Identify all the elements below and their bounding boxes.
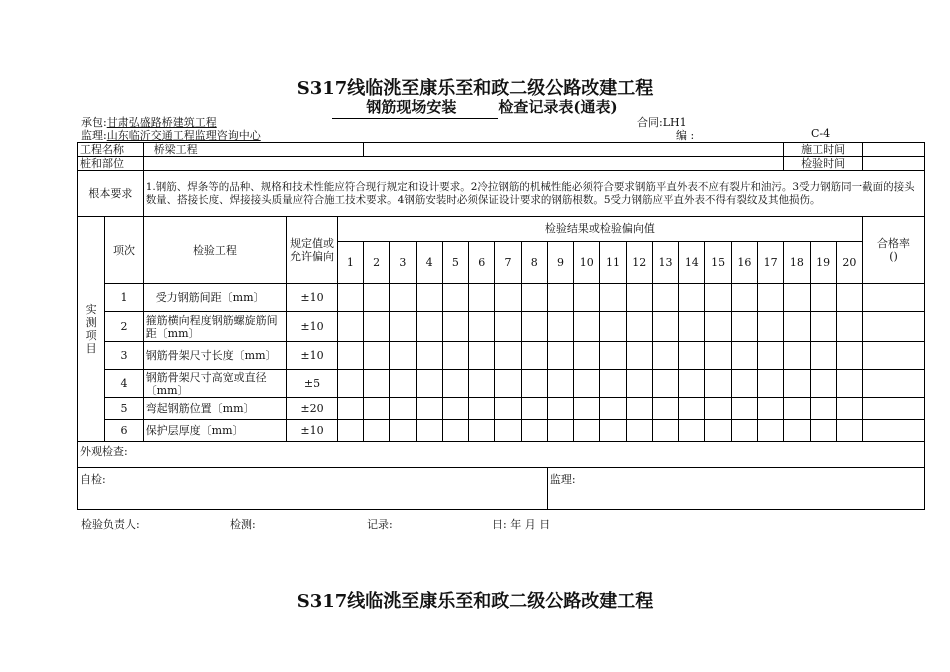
result-col-number: 12 (627, 242, 653, 283)
row-tolerance: ±10 (287, 284, 338, 312)
table-row (78, 370, 925, 398)
row-tolerance: ±10 (287, 420, 338, 442)
col-item-header: 检验工程 (143, 217, 287, 284)
row-item: 箍筋横向程度钢筋螺旋筋间距〔mm〕 (143, 312, 287, 342)
table-row (78, 342, 925, 370)
result-col-number: 10 (574, 242, 600, 283)
code-label: 编 : (676, 129, 695, 142)
document-title-repeat: S317线临洮至康乐至和政二级公路改建工程 (296, 591, 654, 612)
footer-recorder: 记录: (367, 518, 393, 531)
basic-req-label: 根本要求 (78, 171, 144, 217)
table-row (78, 312, 925, 342)
table-row (78, 284, 925, 312)
row-no: 6 (105, 420, 143, 442)
row-item: 钢筋骨架尺寸长度〔mm〕 (143, 342, 287, 370)
supervisor-value: 山东临沂交通工程监理咨询中心 (106, 129, 261, 142)
footer-date: 日: 年 月 日 (492, 518, 551, 531)
inspection-time-label: 检验时间 (784, 157, 863, 171)
side-label: 实 测 项 目 (78, 217, 105, 442)
row-tolerance: ±10 (287, 312, 338, 342)
col-item-no-header: 项次 (105, 217, 143, 284)
row-no: 5 (105, 398, 143, 420)
project-name-value: 桥梁工程 (143, 143, 363, 157)
row-no: 4 (105, 370, 143, 398)
row-pass-rate (863, 284, 925, 312)
pile-label: 桩和部位 (78, 157, 144, 171)
pass-rate-header: 合格率 () (863, 217, 925, 284)
result-col-number: 3 (390, 242, 416, 283)
footer-inspector: 检测: (230, 518, 256, 531)
row-tolerance: ±10 (287, 342, 338, 370)
result-col-number: 17 (758, 242, 784, 283)
result-col-number: 2 (364, 242, 390, 283)
result-col-number: 19 (811, 242, 837, 283)
construction-time-value (863, 143, 925, 157)
row-no: 1 (105, 284, 143, 312)
row-pass-rate (863, 420, 925, 442)
pile-value (143, 157, 784, 171)
construction-time-label: 施工时间 (784, 143, 863, 157)
row-pass-rate (863, 342, 925, 370)
result-col-number: 18 (784, 242, 810, 283)
appearance-check: 外观检查: (78, 442, 925, 468)
table-row (78, 398, 925, 420)
result-col-number: 5 (443, 242, 469, 283)
row-pass-rate (863, 370, 925, 398)
result-col-number: 8 (522, 242, 548, 283)
result-col-number: 11 (600, 242, 626, 283)
inspection-time-value (863, 157, 925, 171)
row-tolerance: ±20 (287, 398, 338, 420)
row-no: 2 (105, 312, 143, 342)
footer-responsible: 检验负责人: (81, 518, 140, 531)
result-col-number: 16 (732, 242, 758, 283)
self-check: 自检: (78, 468, 548, 510)
subtitle-rest: 检查记录表(通表) (498, 98, 618, 116)
contractor-value: 甘肃弘盛路桥建筑工程 (106, 116, 217, 129)
result-col-number: 4 (417, 242, 443, 283)
code-value: C-4 (811, 127, 831, 140)
row-item: 保护层厚度〔mm〕 (143, 420, 287, 442)
subtitle-fill: 钢筋现场安装 (332, 96, 498, 119)
project-name-blank (364, 143, 784, 157)
table-row (78, 420, 925, 442)
contract-label: 合同:LH1 (637, 116, 687, 129)
row-no: 3 (105, 342, 143, 370)
result-col-number: 7 (495, 242, 521, 283)
row-pass-rate (863, 398, 925, 420)
results-header-cell (337, 217, 862, 284)
supervisor-line: 监理:山东临沂交通工程监理咨询中心 (81, 129, 261, 142)
number-row (338, 242, 862, 283)
row-item: 受力钢筋间距〔mm〕 (143, 284, 287, 312)
project-name-label: 工程名称 (78, 143, 144, 157)
result-col-number: 14 (679, 242, 705, 283)
row-tolerance: ±5 (287, 370, 338, 398)
results-header: 检验结果或检验偏向值 (338, 217, 862, 242)
contractor-line: 承包:甘肃弘盛路桥建筑工程 (81, 116, 217, 129)
row-item: 钢筋骨架尺寸高宽或直径〔mm〕 (143, 370, 287, 398)
row-pass-rate (863, 312, 925, 342)
col-tolerance-header: 规定值或允许偏向 (287, 217, 338, 284)
result-col-number: 20 (842, 256, 857, 269)
basic-req-text: 1.钢筋、焊条等的品种、规格和技术性能应符合现行规定和设计要求。2冷拉钢筋的机械性能必须符合要求钢筋平直外表不应有裂片和油污。3受力钢筋同一截面的接头数量、搭接长度、焊接接头质量应符合施工技术要求。4钢筋安装时必须保证设计要求的钢筋根数。5受力钢筋应平直外表不得有裂纹及其他损伤。 (143, 171, 924, 217)
result-col-number: 1 (338, 242, 364, 283)
row-item: 弯起钢筋位置〔mm〕 (143, 398, 287, 420)
inspection-table (77, 142, 925, 510)
result-col-number: 9 (548, 242, 574, 283)
result-col-number: 6 (469, 242, 495, 283)
supervision-check: 监理: (547, 468, 924, 510)
result-col-number: 13 (653, 242, 679, 283)
document-title: S317线临洮至康乐至和政二级公路改建工程 (296, 78, 654, 99)
result-col-number: 15 (705, 242, 731, 283)
